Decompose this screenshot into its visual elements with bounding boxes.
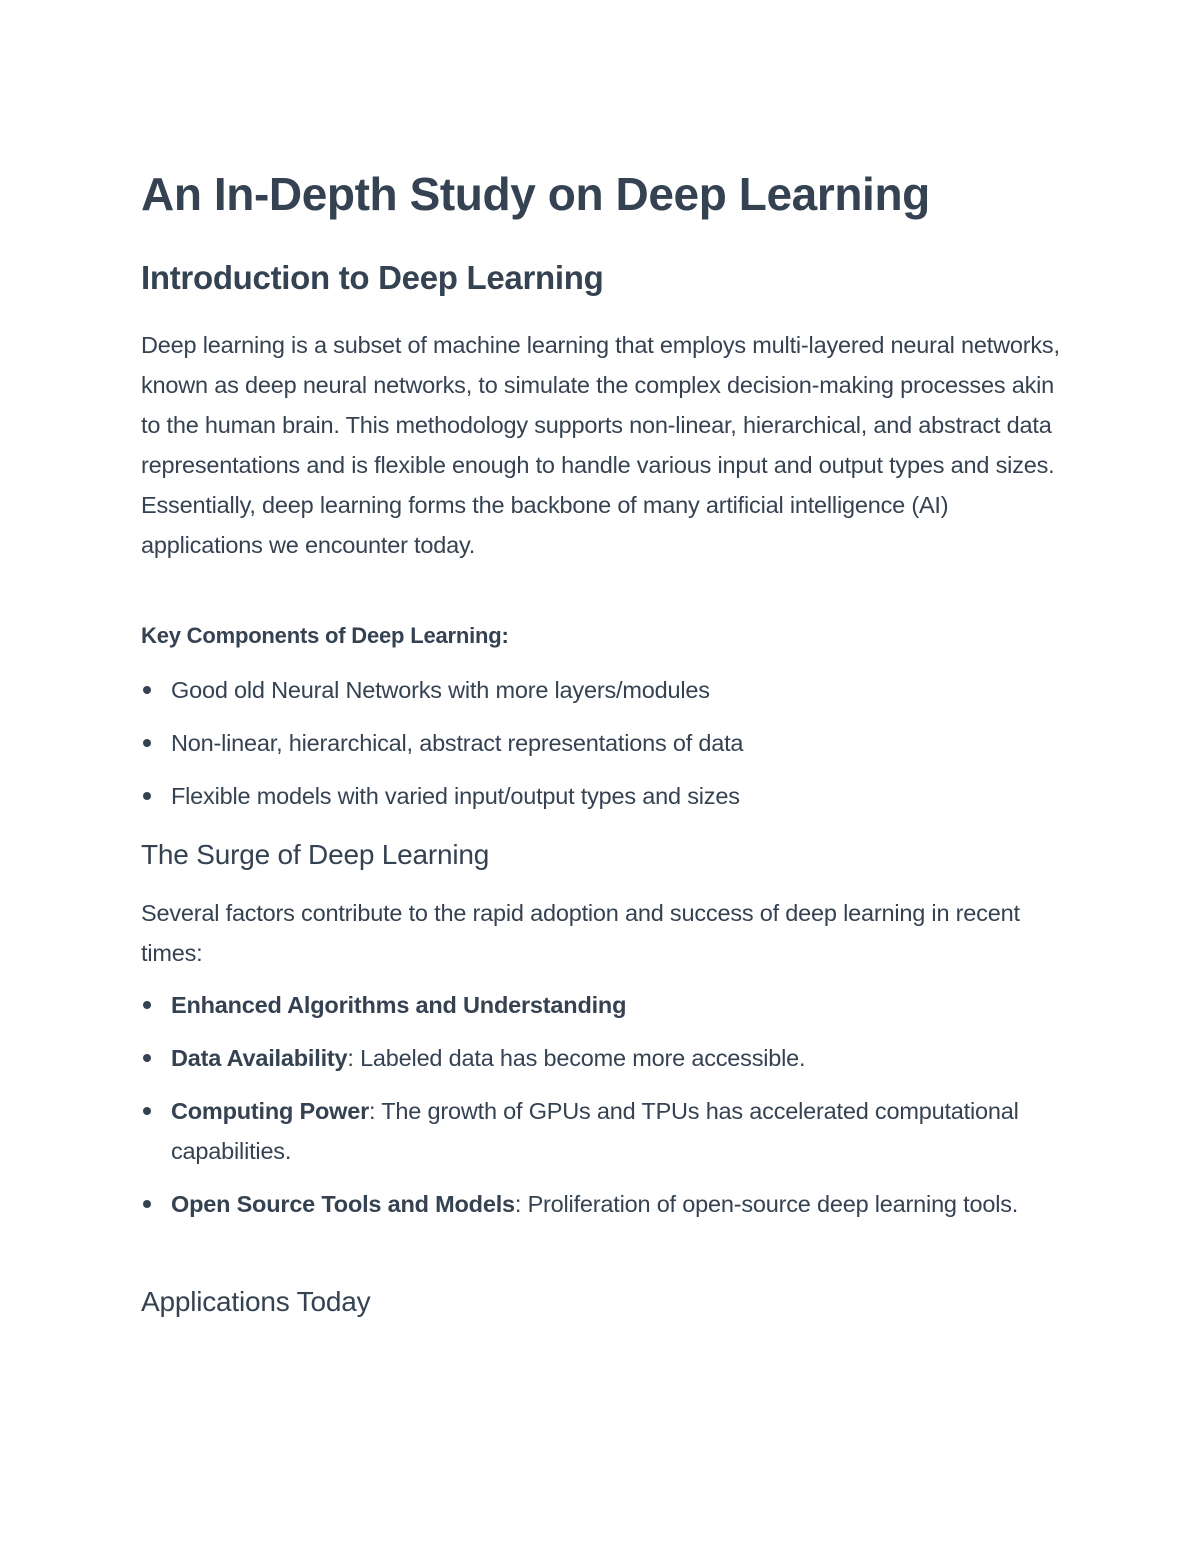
bullet-icon: [143, 686, 151, 694]
factor-text: : Proliferation of open-source deep learning tools.: [514, 1191, 1019, 1217]
list-item: [141, 1184, 1061, 1224]
section-heading-surge: The Surge of Deep Learning: [141, 839, 490, 870]
bullet-icon: [143, 1107, 151, 1115]
bullet-icon: [143, 1200, 151, 1208]
list-item: [141, 1091, 1061, 1171]
key-components-heading: Key Components of Deep Learning:: [141, 623, 509, 648]
list-item: [141, 985, 1061, 1025]
factor-label: Open Source Tools and Models: [171, 1191, 515, 1217]
bullet-icon: [143, 792, 151, 800]
factor-label: Data Availability: [171, 1045, 348, 1071]
intro-paragraph: Deep learning is a subset of machine learning that employs multi-layered neural networks, known as deep neural networks, to simulate the complex decision-making processes akin to the human brain. This methodology supports non-linear, hierarchical, and abstract data representations and is flexible enough to handle various input and output types and sizes. Essentially, deep learning forms the backbone of many artificial intelligence (AI) applications we encounter today.: [141, 332, 1060, 558]
bullet-icon: [143, 1054, 151, 1062]
surge-paragraph: Several factors contribute to the rapid adoption and success of deep learning in recent times:: [141, 900, 1020, 966]
list-item-text: Flexible models with varied input/output types and sizes: [171, 783, 740, 809]
factor-label: Enhanced Algorithms and Understanding: [171, 992, 627, 1018]
surge-factors-list: [141, 985, 1061, 1237]
factor-label: Computing Power: [171, 1098, 370, 1124]
factor-text: : The growth of GPUs and TPUs has accelerated computational capabilities.: [171, 1098, 1019, 1164]
section-heading-introduction: Introduction to Deep Learning: [141, 259, 604, 296]
bullet-icon: [143, 1001, 151, 1009]
section-heading-applications: Applications Today: [141, 1286, 371, 1317]
key-components-list: [141, 670, 1061, 829]
list-item-text: Good old Neural Networks with more layers/modules: [171, 677, 710, 703]
list-item: [141, 1038, 1061, 1078]
list-item: [141, 670, 1061, 710]
list-item: [141, 776, 1061, 816]
bullet-icon: [143, 739, 151, 747]
page-title: An In-Depth Study on Deep Learning: [141, 168, 930, 220]
list-item-text: Non-linear, hierarchical, abstract representations of data: [171, 730, 744, 756]
factor-text: : Labeled data has become more accessible.: [347, 1045, 806, 1071]
list-item: [141, 723, 1061, 763]
